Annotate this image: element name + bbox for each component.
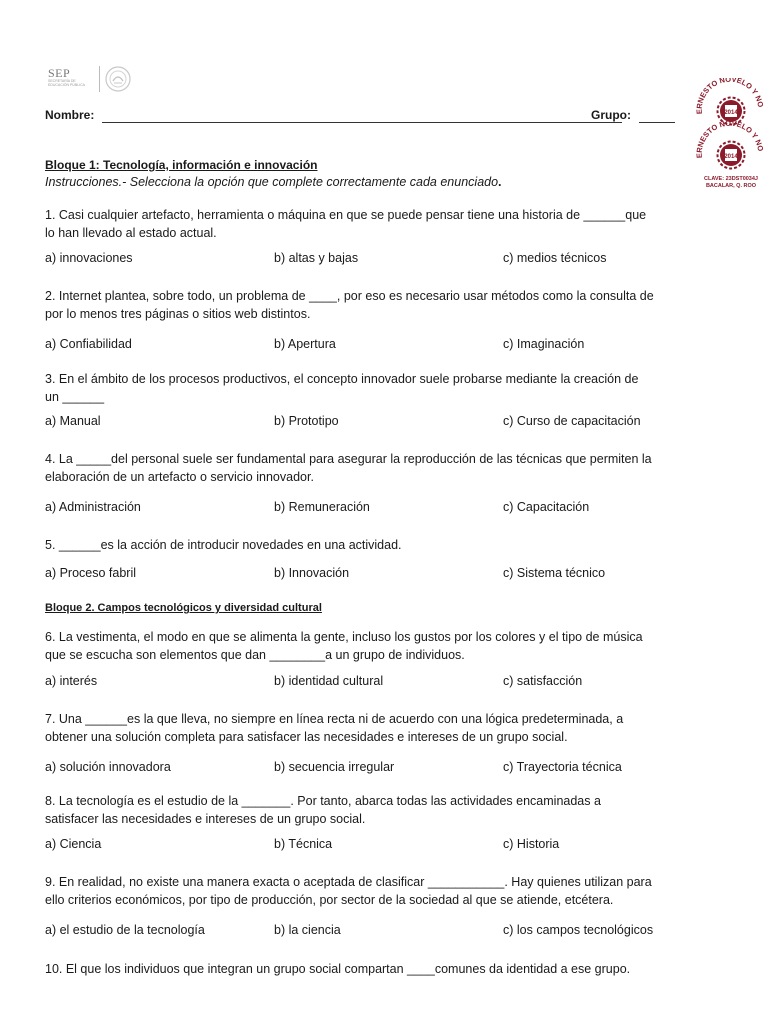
option-a[interactable]: a) Confiabilidad	[45, 337, 132, 351]
instructions-period: .	[498, 175, 502, 189]
question-text: que se escucha son elementos que dan ________a un grupo de individuos.	[45, 648, 465, 662]
school-logo-place: BACALAR, Q. ROO	[705, 183, 757, 189]
question-6	[45, 628, 720, 664]
option-a[interactable]: a) el estudio de la tecnología	[45, 923, 205, 937]
school-logo-graphic	[694, 78, 768, 196]
option-c[interactable]: c) Trayectoria técnica	[503, 760, 622, 774]
question-text: 8. La tecnología es el estudio de la _______. Por tanto, abarca todas las actividades encaminadas a	[45, 794, 601, 808]
option-c[interactable]: c) satisfacción	[503, 674, 583, 688]
sep-logo-subtext: SECRETARÍA DE EDUCACIÓN PÚBLICA	[48, 79, 85, 87]
question-1	[45, 206, 720, 242]
option-b[interactable]: b) Prototipo	[274, 414, 339, 428]
question-text: lo han llevado al estado actual.	[45, 226, 217, 240]
school-logo-arc-top: ERNESTO NOVELO Y NO	[694, 78, 766, 115]
option-c[interactable]: c) Imaginación	[503, 337, 585, 351]
option-b[interactable]: b) la ciencia	[274, 923, 341, 937]
option-a[interactable]: a) solución innovadora	[45, 760, 171, 774]
option-c[interactable]: c) medios técnicos	[503, 251, 607, 265]
question-text: ello criterios económicos, por tipo de producción, por sector de la sociedad al que se atiende, etcétera.	[45, 893, 614, 907]
question-text: 9. En realidad, no existe una manera exacta o aceptada de clasificar ___________. Hay quienes utilizan para	[45, 875, 652, 889]
grupo-label: Grupo:	[591, 108, 631, 122]
school-logo-clave: CLAVE: 23DST0034J	[703, 176, 759, 182]
question-text: 7. Una ______es la que lleva, no siempre en línea recta ni de acuerdo con una lógica predeterminada, a	[45, 712, 624, 726]
option-b[interactable]: b) altas y bajas	[274, 251, 359, 265]
question-9	[45, 873, 720, 909]
option-a[interactable]: a) Manual	[45, 414, 101, 428]
question-text: un ______	[45, 390, 105, 404]
option-a[interactable]: a) interés	[45, 674, 98, 688]
question-text: 2. Internet plantea, sobre todo, un problema de ____, por eso es necesario usar métodos como la consulta de	[45, 289, 654, 303]
question-10	[45, 960, 720, 978]
option-c[interactable]: c) los campos tecnológicos	[503, 923, 654, 937]
question-2	[45, 287, 720, 323]
question-text: elaboración de un artefacto o servicio innovador.	[45, 470, 314, 484]
block2-title: Bloque 2. Campos tecnológicos y diversidad cultural	[45, 602, 322, 614]
school-logo-year-2: 2014	[724, 154, 738, 160]
option-b[interactable]: b) Técnica	[274, 837, 333, 851]
instructions-text: Instrucciones.- Selecciona la opción que complete correctamente cada enunciado	[45, 175, 499, 189]
question-text: 3. En el ámbito de los procesos productivos, el concepto innovador suele probarse mediante la creación de	[45, 372, 639, 386]
school-logo-arc-bottom: ERNESTO NOVELO Y NO	[694, 118, 766, 159]
question-text: por lo menos tres páginas o sitios web distintos.	[45, 307, 311, 321]
option-c[interactable]: c) Sistema técnico	[503, 566, 606, 580]
question-4	[45, 450, 720, 486]
question-7	[45, 710, 720, 746]
instructions	[45, 175, 502, 189]
question-text: satisfacer las necesidades e intereses de un grupo social.	[45, 812, 366, 826]
question-8	[45, 792, 720, 828]
option-c[interactable]: c) Curso de capacitación	[503, 414, 641, 428]
option-a[interactable]: a) Ciencia	[45, 837, 102, 851]
question-5	[45, 536, 720, 554]
question-text: obtener una solución completa para satisfacer las necesidades e intereses de un grupo social.	[45, 730, 568, 744]
national-seal-icon	[104, 66, 132, 92]
option-a[interactable]: a) Administración	[45, 500, 141, 514]
option-b[interactable]: b) Apertura	[274, 337, 336, 351]
question-text: 1. Casi cualquier artefacto, herramienta o máquina en que se puede pensar tiene una historia de ______que	[45, 208, 647, 222]
option-c[interactable]: c) Historia	[503, 837, 560, 851]
nombre-label: Nombre:	[45, 108, 95, 122]
option-b[interactable]: b) Remuneración	[274, 500, 370, 514]
name-group-row	[45, 108, 675, 122]
block1-title: Bloque 1: Tecnología, información e innovación	[45, 158, 318, 172]
question-text: 10. El que los individuos que integran un grupo social compartan ____comunes da identidad a ese grupo.	[45, 962, 631, 976]
question-text: 6. La vestimenta, el modo en que se alimenta la gente, incluso los gustos por los colores y el tipo de música	[45, 630, 643, 644]
option-b[interactable]: b) Innovación	[274, 566, 350, 580]
question-text: 5. ______es la acción de introducir novedades en una actividad.	[45, 538, 402, 552]
school-logo-year-1: 2014	[724, 110, 738, 116]
option-b[interactable]: b) secuencia irregular	[274, 760, 395, 774]
logo-divider	[99, 66, 100, 92]
question-3	[45, 370, 720, 406]
option-c[interactable]: c) Capacitación	[503, 500, 590, 514]
nombre-field[interactable]	[102, 122, 622, 123]
option-a[interactable]: a) innovaciones	[45, 251, 133, 265]
option-b[interactable]: b) identidad cultural	[274, 674, 384, 688]
grupo-field[interactable]	[639, 122, 675, 123]
school-logo	[694, 78, 768, 196]
question-text: 4. La _____del personal suele ser fundamental para asegurar la reproducción de las técnicas que permiten la	[45, 452, 652, 466]
sep-logo-text: SEP	[48, 66, 71, 80]
option-a[interactable]: a) Proceso fabril	[45, 566, 137, 580]
